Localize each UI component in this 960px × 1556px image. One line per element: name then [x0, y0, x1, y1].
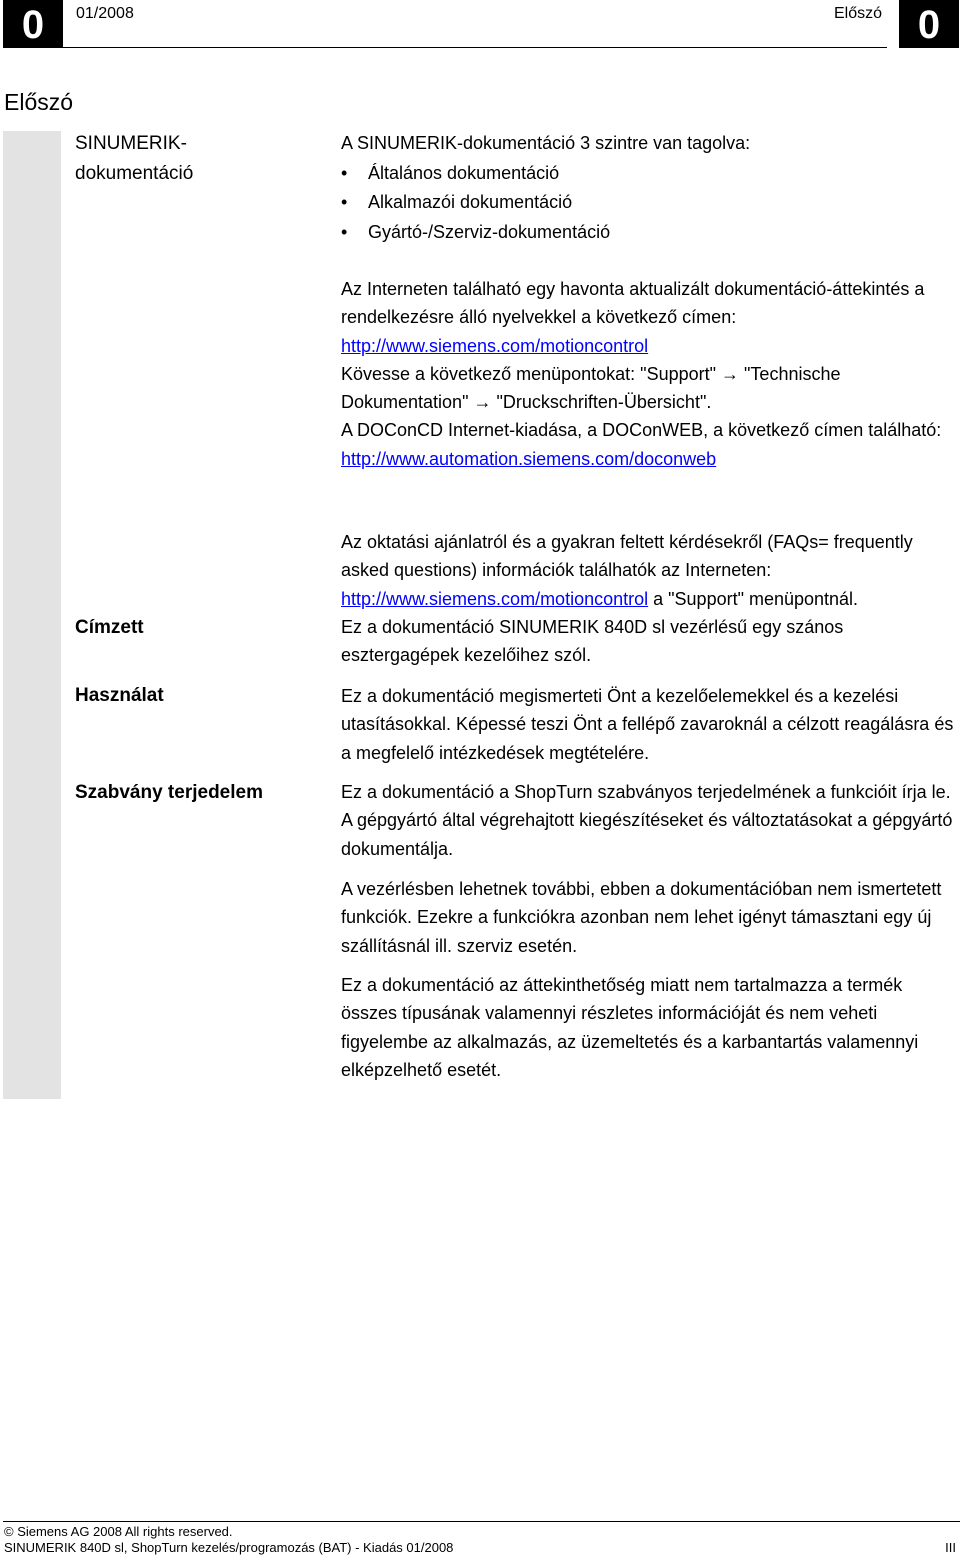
arrow-right-icon: → [721, 363, 740, 384]
intro-block [341, 129, 959, 247]
training-link[interactable]: http://www.siemens.com/motioncontrol [341, 588, 649, 609]
level-list [341, 159, 959, 248]
list-item: • Általános dokumentáció [341, 159, 959, 189]
usage-text: Ez a dokumentáció megismerteti Önt a kezelőelemekkel és a kezelési utasításokkal. Képessé teszi Önt a fellépő zavaroknál a célzott reagálásra és a megfelelő intézkedések megtételére. [341, 686, 954, 763]
extra-functions-text: A vezérlésben lehetnek további, ebben a dokumentációban nem ismertetett funkciók. Ezekre a funkciókra azonban nem lehet igényt támasztani egy új szállításnál ill. szerviz esetén. [341, 879, 942, 956]
footer-doc-title: SINUMERIK 840D sl, ShopTurn kezelés/programozás (BAT) - Kiadás 01/2008 [4, 1540, 454, 1555]
motioncontrol-link[interactable]: http://www.siemens.com/motioncontrol [341, 335, 649, 356]
follow-end: "Druckschriften-Übersicht". [496, 392, 712, 413]
intro-lead: A SINUMERIK-dokumentáció 3 szintre van tagolva: [341, 133, 751, 153]
page-title: Előszó [4, 89, 74, 115]
arrow-right-icon: → [473, 392, 492, 413]
training-suffix: a "Support" menüpontnál. [653, 588, 859, 609]
overview-text: Ez a dokumentáció az áttekinthetőség miatt nem tartalmazza a termék összes típusának valamennyi részletes információját és nem veheti figyelembe az alkalmazás, az üzemeltetés és a karbantartás valamennyi elképzelhető esetét. [341, 975, 919, 1080]
footer-copyright: © Siemens AG 2008 All rights reserved. [4, 1524, 233, 1539]
chapter-number-left: 0 [3, 0, 63, 48]
header-date: 01/2008 [76, 5, 134, 22]
footer-rule [3, 1521, 960, 1522]
header-section: Előszó [833, 5, 882, 22]
internet-text: Az Interneten található egy havonta aktualizált dokumentáció-áttekintés a rendelkezésre álló nyelvekkel a következő címen: [341, 279, 925, 328]
list-item: • Gyártó-/Szerviz-dokumentáció [341, 218, 959, 248]
doconweb-link[interactable]: http://www.automation.siemens.com/doconweb [341, 448, 717, 469]
side-label-usage: Használat [75, 685, 164, 706]
recipient-text: Ez a dokumentáció SINUMERIK 840D sl vezérlésű egy szános esztergagépek kezelőihez szól. [341, 617, 844, 666]
side-label-documentation: SINUMERIK-dokumentáció [75, 133, 194, 184]
footer-page-number: III [945, 1540, 956, 1555]
follow-mid: "Technische Dokumentation" [341, 363, 841, 413]
doconcd-text: A DOConCD Internet-kiadása, a DOConWEB, a következő címen található: [341, 420, 942, 441]
training-text: Az oktatási ajánlatról és a gyakran feltett kérdésekről (FAQs= frequently asked questions) információk találhatók az Interneten: [341, 532, 913, 581]
header-rule [62, 47, 887, 48]
margin-bar [3, 131, 61, 1099]
chapter-number-right: 0 [899, 0, 959, 48]
training-block [341, 528, 959, 613]
side-label-recipient: Címzett [75, 617, 144, 638]
internet-block [341, 275, 959, 473]
side-label-scope: Szabvány terjedelem [75, 782, 263, 803]
list-item: • Alkalmazói dokumentáció [341, 188, 959, 218]
scope-text: Ez a dokumentáció a ShopTurn szabványos terjedelmének a funkcióit írja le. A gépgyártó által végrehajtott kiegészítéseket és változtatásokat a gépgyártó dokumentálja. [341, 782, 953, 859]
follow-prefix: Kövesse a következő menüpontokat: "Support" [341, 363, 717, 384]
